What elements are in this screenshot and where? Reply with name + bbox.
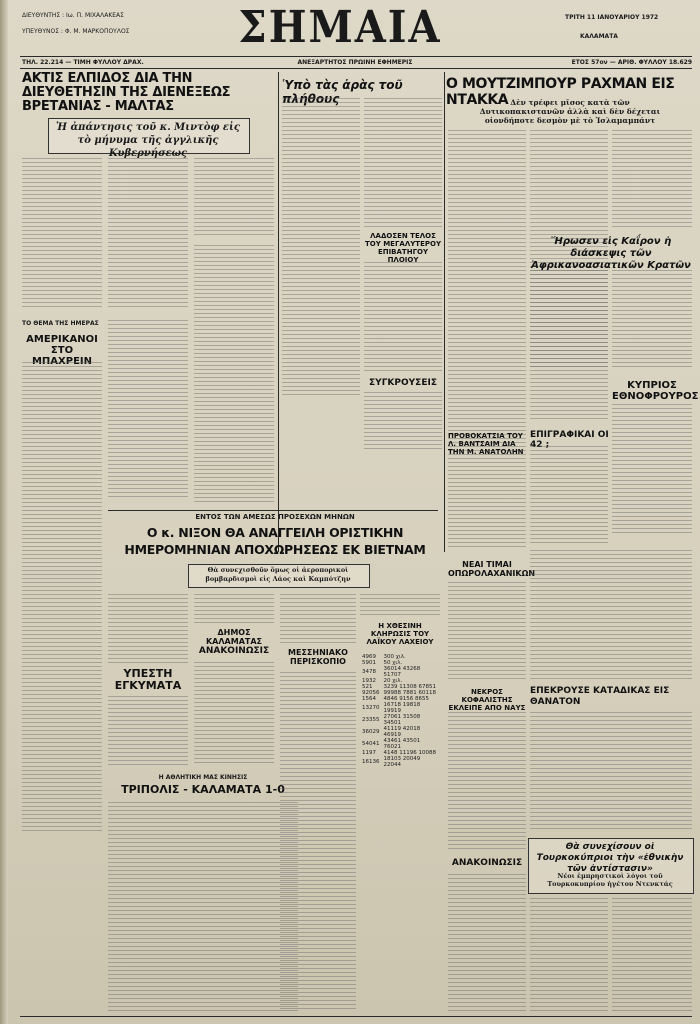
lottery-number: 36029 — [362, 729, 380, 735]
lottery-value: 36014 43268 51707 — [383, 666, 421, 678]
sygkrouseis-headline: ΣΥΓΚΡΟΥΣΕΙΣ — [369, 378, 437, 388]
turk-sub: Νέοι ἐμπρηστικοὶ λόγοι τοῦ Τουρκοκυπρίου ἡγέτου Ντενκτάς — [547, 872, 673, 888]
anakoinosis-body — [448, 874, 526, 1014]
lottery-value: 4846 9156 8655 — [383, 696, 429, 702]
lottery-number: 521 — [362, 684, 373, 690]
rahman-sub: Δὲν τρέφει μῖσος κατὰ τῶν Δυτικοπακιστανῶν ἀλλὰ καὶ δὲν δέχεται οἱονδήποτε δεσμὸν μὲ τὸ Ἰσλαμαμπάντ — [479, 98, 661, 125]
dimos-headline: ΔΗΜΟΣ ΚΑΛΑΜΑΤΑΣ — [205, 628, 263, 646]
lottery-number: 1197 — [362, 750, 376, 756]
provocation-headline: ΠΡΟΒΟΚΑΤΣΙΑ ΤΟΥ Λ. ΒΑΝΤΣΑΙΜ ΔΙΑ ΤΗΝ Μ. ΑΝΑΤΟΛΗΝ — [448, 432, 524, 456]
date-line: ΤΡΙΤΗ 11 ΙΑΝΟΥΑΡΙΟΥ 1972 — [565, 14, 659, 21]
nixon-top-rule — [108, 510, 438, 511]
malta-subhead: Ἡ ἀπάντησις τοῦ κ. Μιντὸφ εἰς τὸ μήνυμα τῆς ἀγγλικῆς Κυβερνήσεως — [56, 122, 240, 159]
anakoinosis-1: ΑΝΑΚΟΙΝΩΣΙΣ — [198, 646, 270, 656]
nixon-body-1 — [108, 594, 188, 664]
lottery-number: 4969 — [362, 654, 376, 660]
tripolis-body — [108, 802, 298, 1012]
lottery-row — [360, 702, 440, 714]
americans-headline: ΑΜΕΡΙΚΑΝΟΙ ΣΤΟ ΜΠΑΧΡΕΙΝ — [26, 334, 98, 367]
issue-line: ΕΤΟΣ 57ον — ΑΡΙΘ. ΦΥΛΛΟΥ 18.629 — [571, 59, 692, 66]
messiniako-body — [280, 672, 356, 1012]
masthead-title: ΣΗΜΑΙΑ — [238, 1, 442, 54]
lottery-number: 23355 — [362, 717, 380, 723]
lottery-table — [360, 654, 440, 768]
nixon-headline: Ο κ. ΝΙΞΟΝ ΘΑ ΑΝΑΓΓΕΙΛΗ ΟΡΙΣΤΙΚΗΝ ΗΜΕΡΟΜΗΝΙΑΝ ΑΠΟΧΩΡΗΣΕΩΣ ΕΚ ΒΙΕΤΝΑΜ — [124, 525, 426, 557]
lottery-row — [360, 738, 440, 750]
mid-left-body — [108, 320, 188, 500]
epekrouse-headline: ΕΠΕΚΡΟΥΣΕ ΚΑΤΑΔΙΚΑΣ ΕΙΣ ΘΑΝΑΤΟΝ — [530, 686, 670, 707]
epigrafika-body-2 — [530, 550, 692, 680]
epigrafika-headline: ΕΠΙΓΡΑΦΙΚΑΙ ΟΙ 42 ; — [530, 430, 609, 450]
epekrouse-body — [530, 712, 692, 832]
lottery-value: 16718 19818 19919 — [383, 702, 421, 714]
lottery-value: 300 χιλ. — [383, 654, 406, 660]
malta-body-col-3 — [194, 158, 274, 238]
nixon-kicker: ΕΝΤΟΣ ΤΩΝ ΑΜΕΣΩΣ ΠΡΟΣΕΧΩΝ ΜΗΝΩΝ — [195, 513, 355, 521]
rahman-body-3 — [612, 130, 692, 230]
nixon-body-4 — [360, 594, 440, 618]
anakoinosis-2: ΑΝΑΚΟΙΝΩΣΙΣ — [451, 858, 523, 868]
ipesti-body — [108, 696, 188, 766]
crowd-body-2 — [364, 98, 442, 228]
nixon-body-3 — [280, 594, 356, 644]
epigrafika-body — [530, 446, 608, 546]
lottery-value: 18103 20049 22044 — [383, 756, 421, 768]
theme-label: ΤΟ ΘΕΜΑ ΤΗΣ ΗΜΕΡΑΣ — [22, 320, 99, 327]
bottom-rule — [20, 1016, 692, 1017]
lottery-value: 3239 11308 67851 — [383, 684, 436, 690]
turk-headline: Θὰ συνεχίσουν οἱ Τουρκοκύπριοι τὴν «ἐθνικὴν τῶν ἀντίστασιν» — [536, 842, 684, 874]
city-line: ΚΑΛΑΜΑΤΑ — [580, 33, 618, 40]
prof-body — [194, 245, 274, 505]
sygkrouseis-body — [364, 392, 442, 452]
lottery-row — [360, 756, 440, 768]
lottery-value: 99988 7881 60118 — [383, 690, 436, 696]
dead-law-body — [364, 262, 442, 372]
lottery-number: 54041 — [362, 741, 380, 747]
binding-edge — [0, 0, 8, 1024]
lottery-row — [360, 726, 440, 738]
lottery-value: 4148 11196 10088 — [383, 750, 436, 756]
lottery-number: 5901 — [362, 660, 376, 666]
africa-body-2 — [612, 270, 692, 370]
lottery-value: 43461 43501 76021 — [383, 738, 421, 750]
nekros-headline: ΝΕΚΡΟΣ ΚΟΦΑΛΙΣΤΗΣ ΕΚΛΕΙΠΕ ΑΠΟ ΝΑΥΣ — [448, 688, 526, 712]
lottery-number: 16136 — [362, 759, 380, 765]
cyprus-headline: ΚΥΠΡΙΟΣ ΕΘΝΟΦΡΟΥΡΟΣ — [612, 380, 699, 402]
malta-headline: ΑΚΤΙΣ ΕΛΠΙΔΟΣ ΔΙΑ ΤΗΝ ΔΙΕΥΘΕΤΗΣΙΝ ΤΗΣ ΔΙΕΝΕΞΕΩΣ ΒΡΕΤΑΝΙΑΣ - ΜΑΛΤΑΣ — [22, 71, 231, 114]
malta-body-col-1 — [22, 158, 102, 308]
lottery-value: 50 χιλ. — [383, 660, 403, 666]
lottery-row — [360, 714, 440, 726]
nixon-sub: Θὰ συνεχισθοῦν ὅμως οἱ ἀεροπορικοὶ βομβαρδισμοὶ εἰς Λάος καὶ Καμπότζην — [205, 566, 351, 583]
phone-line: ΤΗΛ. 22.214 — ΤΙΜΗ ΦΥΛΛΟΥ ΔΡΑΧ. — [22, 59, 144, 66]
header-rule-2 — [20, 68, 692, 69]
turk-body-1 — [530, 898, 608, 1014]
kliroseis-headline: Η ΧΘΕΣΙΝΗ ΚΛΗΡΩΣΙΣ ΤΟΥ ΛΑΪΚΟΥ ΛΑΧΕΙΟΥ — [366, 622, 434, 646]
dimos-body — [194, 662, 274, 766]
rahman-headline: Ο ΜΟΥΤΖΙΜΠΟΥΡ ΡΑΧΜΑΝ ΕΙΣ ΝΤΑΚΚΑ — [446, 76, 675, 108]
americans-body — [22, 362, 102, 832]
dead-law-headline: ΛΑΔΟΣΕΝ ΤΕΛΟΣ ΤΟΥ ΜΕΓΑΛΥΤΕΡΟΥ ΕΠΙΒΑΤΗΓΟΥ ΠΛΟΙΟΥ — [364, 232, 442, 264]
crowd-body — [282, 98, 360, 398]
lottery-row — [360, 666, 440, 678]
lottery-number: 1932 — [362, 678, 376, 684]
nekros-body — [448, 712, 526, 852]
col-divider-2 — [444, 72, 445, 552]
director-line: ΔΙΕΥΘΥΝΤΗΣ : Ιω. Π. ΜΙΧΑΛΑΚΕΑΣ — [22, 12, 124, 19]
new-prices-headline: ΝΕΑΙ ΤΙΜΑΙ ΟΠΩΡΟΛΑΧΑΝΙΚΩΝ — [448, 560, 536, 578]
nixon-body-2 — [194, 594, 274, 624]
col-divider-1 — [278, 72, 279, 552]
africa-headline: Ἥρωσεν εἰς Καΐρον ἡ διάσκεψις τῶν Ἀφρικανοασιατικῶν Κρατῶν — [531, 236, 691, 271]
lottery-number: 3478 — [362, 669, 376, 675]
ipesti-headline: ΥΠΕΣΤΗ ΕΓΚΥΜΑΤΑ — [114, 667, 182, 692]
rahman-body-1 — [448, 130, 526, 550]
turk-body-2 — [612, 898, 692, 1014]
lottery-number: 13270 — [362, 705, 380, 711]
lottery-number: 1564 — [362, 696, 376, 702]
header-rule — [20, 56, 692, 57]
new-prices-body — [448, 582, 526, 682]
lottery-value: 20 χιλ. — [383, 678, 403, 684]
africa-body-1 — [530, 270, 608, 420]
lottery-value: 27061 31508 34501 — [383, 714, 421, 726]
malta-body-col-2 — [108, 158, 188, 308]
messiniako-headline: ΜΕΣΣΗΝΙΑΚΟ ΠΕΡΙΣΚΟΠΙΟ — [288, 648, 348, 666]
cyprus-body — [612, 404, 692, 534]
lottery-number: 92056 — [362, 690, 380, 696]
crowd-headline: Ὑπὸ τὰς ἀρὰς τοῦ πλήθους — [282, 78, 403, 106]
lottery-value: 41119 42018 46919 — [383, 726, 421, 738]
tagline: ΑΝΕΞΑΡΤΗΤΟΣ ΠΡΩΙΝΗ ΕΦΗΜΕΡΙΣ — [297, 59, 413, 66]
athletiki-label: Η ΑΘΛΗΤΙΚΗ ΜΑΣ ΚΙΝΗΣΙΣ — [158, 774, 248, 781]
tripolis-headline: ΤΡΙΠΟΛΙΣ - ΚΑΛΑΜΑΤΑ 1-0 — [121, 783, 285, 796]
editor-line: ΥΠΕΥΘΥΝΟΣ : Φ. Μ. ΜΑΡΚΟΠΟΥΛΟΣ — [22, 28, 130, 35]
